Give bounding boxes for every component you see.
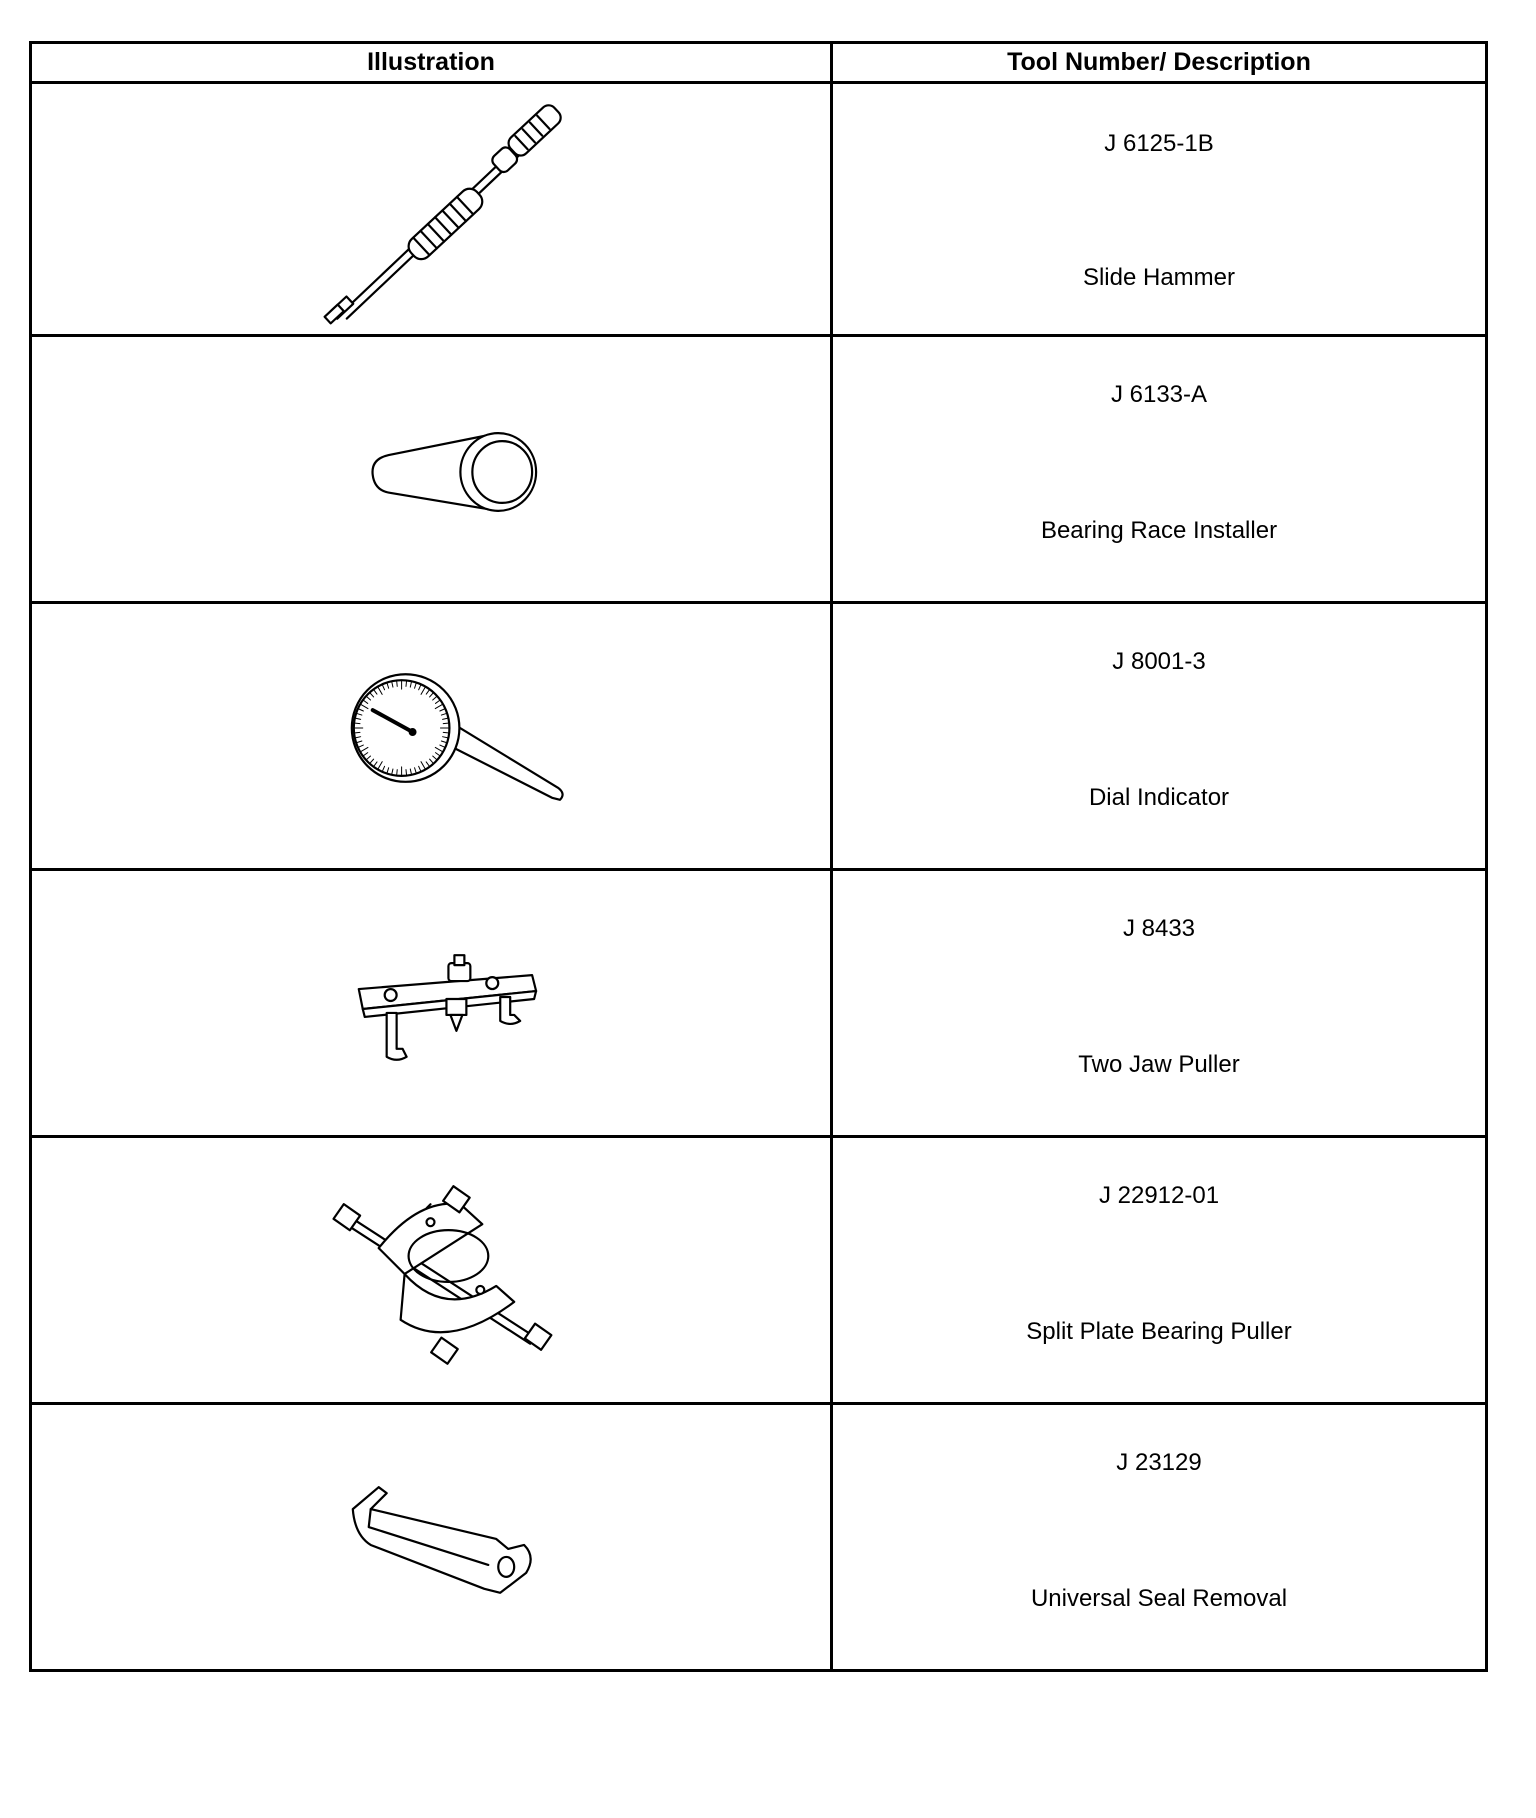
tool-info-cell (832, 870, 1487, 1137)
table-header-row (31, 43, 1487, 83)
tool-description: Split Plate Bearing Puller (1026, 1318, 1292, 1345)
tool-number: J 22912-01 (1098, 1182, 1220, 1209)
dial-indicator-icon (32, 604, 830, 868)
table-row (31, 603, 1487, 870)
tool-description: Bearing Race Installer (1040, 517, 1278, 544)
illustration-cell (31, 1404, 832, 1671)
illustration-column-header: Illustration (31, 43, 832, 83)
special-tools-table (29, 41, 1488, 1672)
tool-column-header: Tool Number/ Description (832, 43, 1487, 83)
illustration-cell (31, 336, 832, 603)
illustration-cell (31, 1137, 832, 1404)
tool-number: J 6125-1B (1104, 130, 1214, 157)
tool-description: Dial Indicator (1088, 784, 1230, 811)
illustration-cell (31, 870, 832, 1137)
tool-description: Two Jaw Puller (1078, 1051, 1240, 1078)
tool-description: Universal Seal Removal (1030, 1585, 1288, 1612)
illustration-cell (31, 83, 832, 336)
tool-info-cell (832, 83, 1487, 336)
illustration-cell (31, 603, 832, 870)
tool-info-cell (832, 1404, 1487, 1671)
table-row (31, 1137, 1487, 1404)
table-row (31, 1404, 1487, 1671)
table-row (31, 336, 1487, 603)
tool-number: J 8433 (1122, 915, 1196, 942)
tool-number: J 6133-A (1110, 381, 1208, 408)
table-row (31, 83, 1487, 336)
tool-description: Slide Hammer (1082, 264, 1236, 291)
tool-info-cell (832, 1137, 1487, 1404)
two-jaw-puller-icon (32, 871, 830, 1135)
tool-number: J 23129 (1116, 1449, 1202, 1476)
tool-info-cell (832, 603, 1487, 870)
table-row (31, 870, 1487, 1137)
split-plate-bearing-puller-icon (32, 1138, 830, 1402)
universal-seal-removal-icon (32, 1405, 830, 1669)
tool-info-cell (832, 336, 1487, 603)
tool-number: J 8001-3 (1112, 648, 1206, 675)
slide-hammer-icon (32, 84, 830, 334)
bearing-race-installer-icon (32, 337, 830, 601)
